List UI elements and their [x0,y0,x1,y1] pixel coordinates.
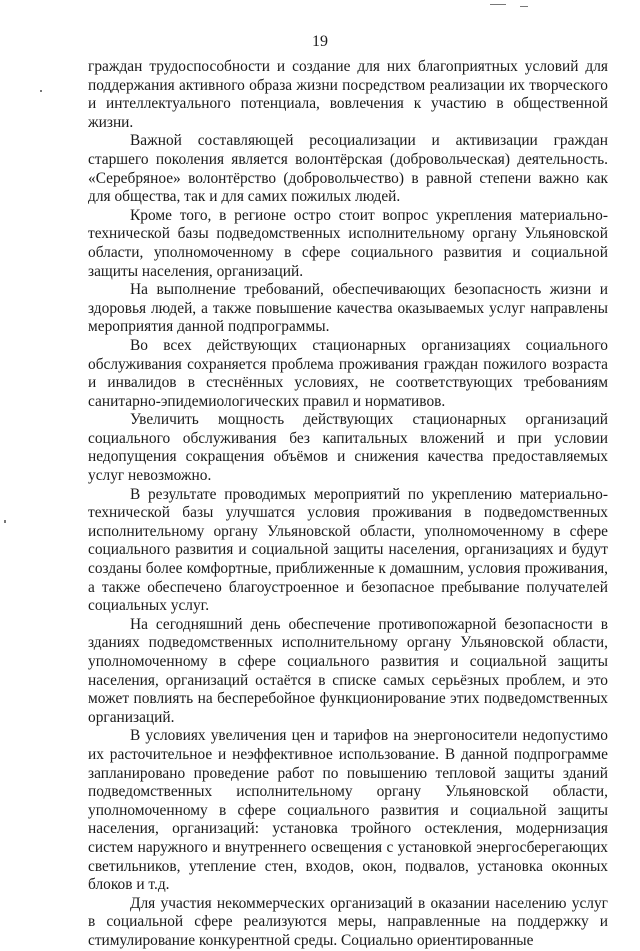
scan-mark [4,520,6,523]
paragraph: Увеличить мощность действующих стационарных организаций социального обслуживания без капитальных вложений и при условии недопущения сокращения объёмов и снижения качества предоставляемых услуг невозможно. [88,411,608,485]
page-number: 19 [312,33,328,50]
scan-mark [520,6,528,7]
paragraph: В условиях увеличения цен и тарифов на энергоносители недопустимо их расточительное и неэффективное использование. В данной подпрограмме запланировано проведение работ по повышению тепловой защиты зданий подведомственных исполнительному органу Ульяновской области, уполномоченному в сфере социального развития и социальной защиты населения, организаций: установка тройного остекления, модернизация систем наружного и внутреннего освещения с установкой энергосберегающих светильников, утепление стен, входов, окон, подвалов, установка оконных блоков и т.д. [88,727,608,894]
scan-mark [40,90,42,92]
scan-mark [490,4,506,5]
paragraph: Кроме того, в регионе остро стоит вопрос укрепления материально-технической базы подведомственных исполнительному органу Ульяновской области, уполномоченному в сфере социального развития и социальной защиты населения, организаций. [88,206,608,280]
paragraph: Важной составляющей ресоциализации и активизации граждан старшего поколения является волонтёрская (добровольческая) деятельность. «Серебряное» волонтёрство (добровольчество) в равной степени важно как для общества, так и для самих пожилых людей. [88,132,608,206]
paragraph: Во всех действующих стационарных организациях социального обслуживания сохраняется проблема проживания граждан пожилого возраста и инвалидов в стеснённых условиях, не соответствующих требованиям санитарно-эпидемиологических правил и нормативов. [88,336,608,410]
paragraph: Для участия некоммерческих организаций в оказании населению услуг в социальной сфере реализуются меры, направленные на поддержку и стимулирование конкурентной среды. Социально ориентированные [88,894,608,949]
body-text [88,58,608,951]
paragraph: На выполнение требований, обеспечивающих безопасность жизни и здоровья людей, а также повышение качества оказываемых услуг направлены мероприятия данной подпрограммы. [88,281,608,336]
paragraph: В результате проводимых мероприятий по укреплению материально-технической базы улучшатся условия проживания в подведомственных исполнительному органу Ульяновской области, уполномоченному в сфере социального развития и социальной защиты населения, организациях и будут созданы более комфортные, приближенные к домашним, условия проживания, а также обеспечено благоустроенное и безопасное пребывание получателей социальных услуг. [88,485,608,615]
paragraph: граждан трудоспособности и создание для них благоприятных условий для поддержания активного образа жизни посредством реализации их творческого и интеллектуального потенциала, вовлечения к участию в общественной жизни. [88,58,608,131]
paragraph: На сегодняшний день обеспечение противопожарной безопасности в зданиях подведомственных исполнительному органу Ульяновской области, уполномоченному в сфере социального развития и социальной защиты населения, организаций остаётся в списке самых серьёзных проблем, и это может повлиять на бесперебойное функционирование этих подведомственных организаций. [88,615,608,726]
